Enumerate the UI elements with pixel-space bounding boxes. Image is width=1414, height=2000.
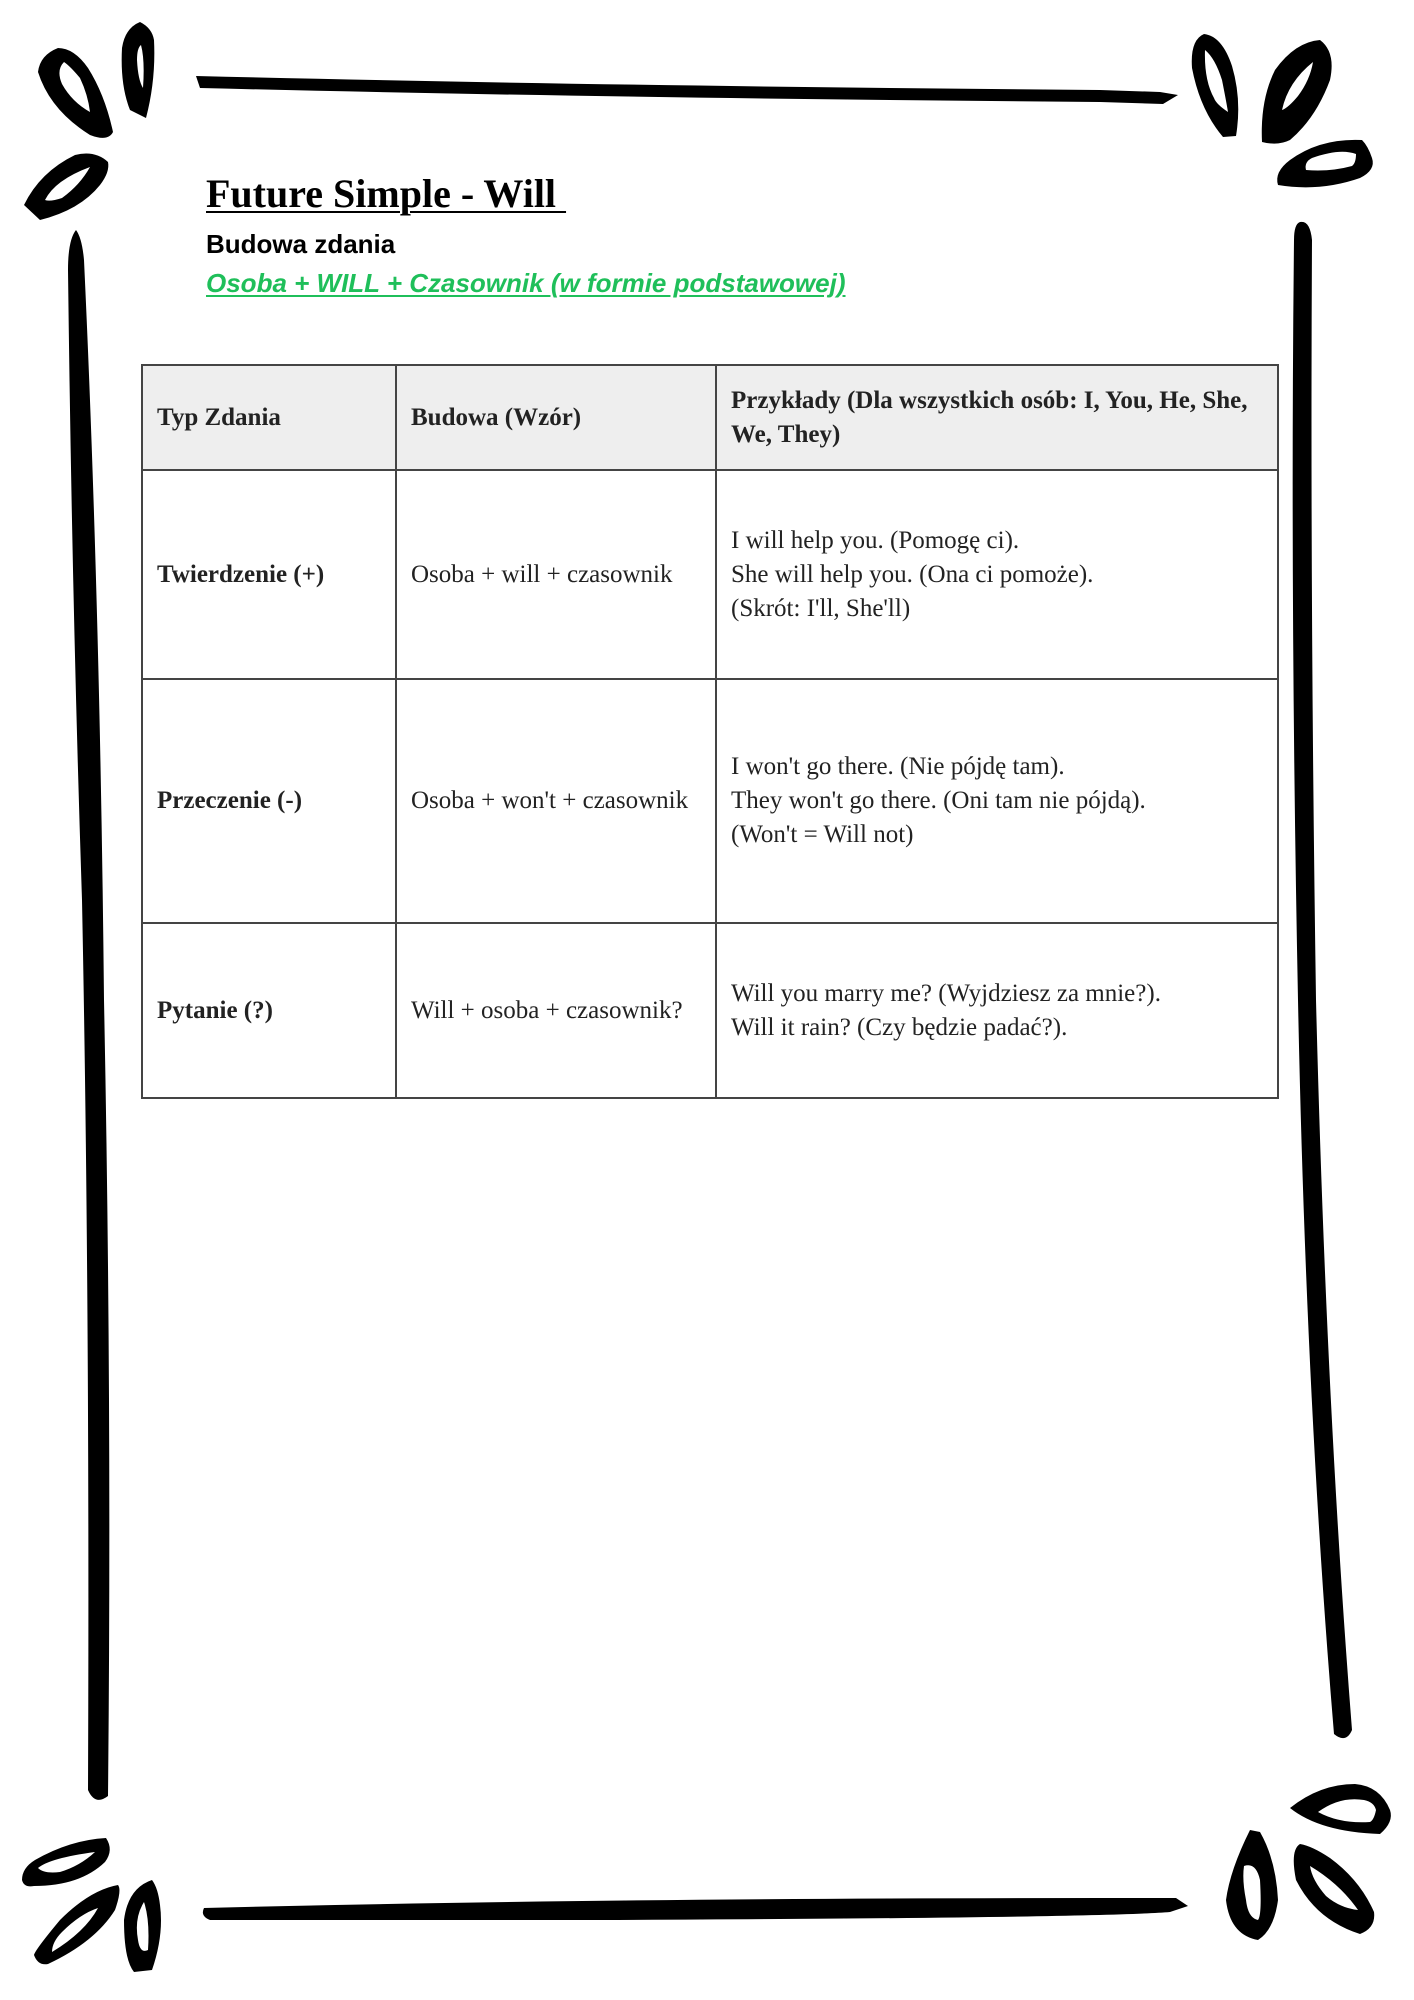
cell-type: Pytanie (?) — [142, 923, 396, 1098]
grammar-table — [141, 364, 1279, 1099]
cell-type: Twierdzenie (+) — [142, 470, 396, 679]
example-line: Will you marry me? (Wyjdziesz za mnie?). — [731, 979, 1161, 1007]
example-line: I will help you. (Pomogę ci). — [731, 526, 1020, 554]
leaf-cluster-icon-top-left — [24, 22, 154, 220]
frame-right-line — [1293, 222, 1352, 1738]
table-header-row — [142, 365, 1278, 470]
table-row-question — [142, 923, 1278, 1098]
leaf-cluster-icon-bottom-right — [1226, 1784, 1391, 1940]
example-line: Will it rain? (Czy będzie padać?). — [731, 1013, 1068, 1041]
cell-structure: Osoba + won't + czasownik — [396, 679, 716, 923]
cell-examples — [716, 470, 1278, 679]
example-line: I won't go there. (Nie pójdę tam). — [731, 753, 1065, 780]
structure-formula: Osoba + WILL + Czasownik (w formie podstawowej) — [206, 268, 846, 298]
example-line: They won't go there. (Oni tam nie pójdą). — [731, 787, 1146, 814]
table-row-affirmative — [142, 470, 1278, 679]
example-line: (Won't = Will not) — [731, 821, 914, 848]
cell-type: Przeczenie (-) — [142, 679, 396, 923]
page-title: Future Simple - Will — [206, 171, 567, 216]
header-sentence-type: Typ Zdania — [142, 365, 396, 470]
frame-bottom-line — [203, 1898, 1188, 1920]
cell-examples — [716, 679, 1278, 923]
header-structure: Budowa (Wzór) — [396, 365, 716, 470]
cell-structure: Osoba + will + czasownik — [396, 470, 716, 679]
frame-top-line — [196, 76, 1178, 104]
cell-examples — [716, 923, 1278, 1098]
frame-left-line — [68, 230, 109, 1800]
section-subtitle: Budowa zdania — [206, 229, 396, 259]
leaf-cluster-icon-bottom-left — [22, 1838, 161, 1972]
leaf-cluster-icon-top-right — [1192, 34, 1373, 187]
example-line: (Skrót: I'll, She'll) — [731, 594, 911, 622]
example-line: She will help you. (Ona ci pomoże). — [731, 560, 1094, 588]
cell-structure: Will + osoba + czasownik? — [396, 923, 716, 1098]
table-row-negative — [142, 679, 1278, 923]
header-examples: Przykłady (Dla wszystkich osób: I, You, He, She, We, They) — [716, 365, 1278, 470]
